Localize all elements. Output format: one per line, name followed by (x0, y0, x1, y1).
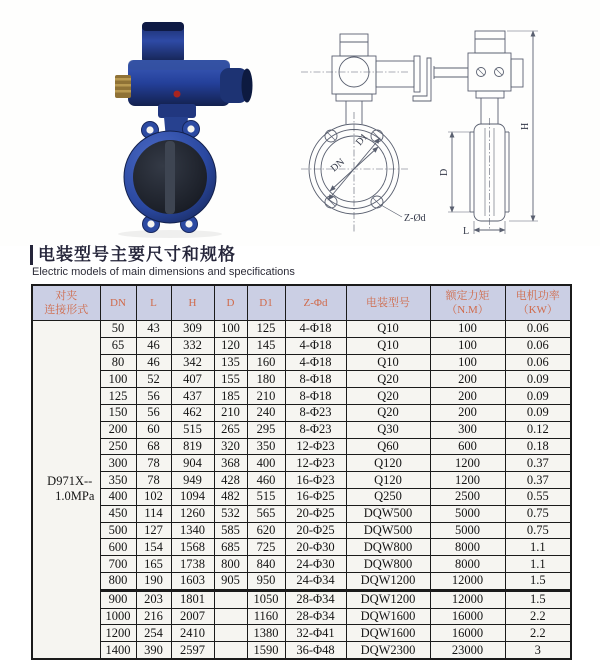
col-header-connection: 对夹 连接形式 (32, 285, 100, 321)
spec-cell: 203 (136, 590, 171, 608)
spec-cell: 254 (136, 625, 171, 642)
spec-cell: 16-Φ25 (285, 488, 346, 505)
spec-cell: 216 (136, 608, 171, 625)
table-row (32, 642, 571, 659)
col-header-motor-power: 电机功率 （KW） (505, 285, 571, 321)
spec-cell: Q10 (346, 354, 430, 371)
spec-cell: 1.1 (505, 539, 571, 556)
col-header-l: L (136, 285, 171, 321)
spec-cell: 0.18 (505, 438, 571, 455)
table-row (32, 522, 571, 539)
bolt-hole (185, 220, 192, 227)
spec-cell: 135 (214, 354, 247, 371)
spec-cell: 1400 (100, 642, 136, 659)
spec-cell: 165 (136, 556, 171, 573)
l-label: L (463, 226, 470, 237)
spec-cell: 905 (214, 572, 247, 590)
spec-cell: 840 (247, 556, 285, 573)
spec-cell: 565 (247, 505, 285, 522)
spec-cell: 210 (214, 404, 247, 421)
spec-cell: DQW2300 (346, 642, 430, 659)
spec-cell: 1603 (171, 572, 214, 590)
spec-cell: 1738 (171, 556, 214, 573)
spec-cell: 8-Φ18 (285, 371, 346, 388)
spec-cell: Q120 (346, 472, 430, 489)
spec-cell: 155 (214, 371, 247, 388)
spec-cell: 5000 (430, 522, 505, 539)
title-block (30, 245, 295, 278)
spec-cell: 8000 (430, 556, 505, 573)
spec-cell: 65 (100, 337, 136, 354)
table-row (32, 371, 571, 388)
spec-cell: 0.55 (505, 488, 571, 505)
table-row (32, 321, 571, 338)
motor-end-cap (242, 69, 253, 103)
spec-cell: 725 (247, 539, 285, 556)
spec-cell: 800 (100, 572, 136, 590)
spec-cell: 368 (214, 455, 247, 472)
spec-cell: 1200 (100, 625, 136, 642)
table-row (32, 337, 571, 354)
spec-cell: 450 (100, 505, 136, 522)
table-row (32, 472, 571, 489)
spec-cell: 2.2 (505, 625, 571, 642)
spec-cell: 350 (100, 472, 136, 489)
actuator-highlight (128, 60, 230, 70)
spec-cell: 700 (100, 556, 136, 573)
spec-cell: 1200 (430, 472, 505, 489)
spec-cell: 16000 (430, 625, 505, 642)
mount-bracket (413, 58, 431, 101)
table-row (32, 455, 571, 472)
spec-cell: 185 (214, 388, 247, 405)
spec-cell: 12-Φ23 (285, 455, 346, 472)
spec-cell: 20-Φ25 (285, 505, 346, 522)
header-row (32, 285, 571, 321)
spec-cell: 240 (247, 404, 285, 421)
spec-cell (214, 642, 247, 659)
product-image-strip (0, 0, 600, 246)
bolt-leader-line (381, 205, 402, 217)
spec-cell: 100 (214, 321, 247, 338)
spec-cell: 12000 (430, 590, 505, 608)
spec-cell: 100 (430, 354, 505, 371)
front-view-actuator (301, 34, 431, 124)
spec-cell: 78 (136, 472, 171, 489)
spec-cell: 1340 (171, 522, 214, 539)
dn-label: DN (328, 156, 348, 175)
spec-cell: 145 (247, 337, 285, 354)
spec-cell: 515 (171, 421, 214, 438)
spec-cell: 515 (247, 488, 285, 505)
spec-table (31, 284, 572, 660)
spec-cell: Q20 (346, 388, 430, 405)
spec-cell: 400 (247, 455, 285, 472)
spec-cell: Q10 (346, 337, 430, 354)
bolt-hole (147, 220, 154, 227)
table-row (32, 505, 571, 522)
spec-cell: 46 (136, 354, 171, 371)
spec-cell: 0.09 (505, 371, 571, 388)
spec-cell: DQW800 (346, 539, 430, 556)
spec-cell: 4-Φ18 (285, 321, 346, 338)
spec-cell: Q250 (346, 488, 430, 505)
spec-cell: 2007 (171, 608, 214, 625)
spec-cell: Q20 (346, 371, 430, 388)
spec-cell: 0.09 (505, 388, 571, 405)
spec-cell: 1200 (430, 455, 505, 472)
spec-cell: 16-Φ23 (285, 472, 346, 489)
bolt-circle-label: Z-Ød (404, 213, 426, 224)
spec-cell: 407 (171, 371, 214, 388)
spec-cell: 819 (171, 438, 214, 455)
spec-cell: 0.75 (505, 505, 571, 522)
page-subtitle: Electric models of main dimensions and specifications (32, 265, 295, 278)
table-row (32, 488, 571, 505)
spec-cell: 3 (505, 642, 571, 659)
indicator-dot (174, 91, 181, 98)
spec-cell: 900 (100, 590, 136, 608)
spec-cell: 28-Φ34 (285, 590, 346, 608)
spec-cell: 102 (136, 488, 171, 505)
spec-cell: 8-Φ18 (285, 388, 346, 405)
spec-cell: Q30 (346, 421, 430, 438)
spec-cell: 60 (136, 421, 171, 438)
spec-cell: 400 (100, 488, 136, 505)
spec-cell: 2597 (171, 642, 214, 659)
spec-cell: 462 (171, 404, 214, 421)
spec-cell: Q10 (346, 321, 430, 338)
table-row (32, 404, 571, 421)
spec-cell: 0.06 (505, 337, 571, 354)
spec-cell: 428 (214, 472, 247, 489)
brass-ridge (115, 90, 131, 93)
d1-label: D1 (353, 131, 371, 148)
d-label: D (439, 168, 450, 176)
spec-cell: 250 (100, 438, 136, 455)
spec-cell: 950 (247, 572, 285, 590)
spec-cell: 100 (430, 337, 505, 354)
spec-cell: 23000 (430, 642, 505, 659)
spec-cell: 600 (100, 539, 136, 556)
spec-cell: 0.06 (505, 354, 571, 371)
spec-cell: 949 (171, 472, 214, 489)
spec-cell: 154 (136, 539, 171, 556)
spec-cell: 114 (136, 505, 171, 522)
spec-cell: 342 (171, 354, 214, 371)
spec-cell: DQW500 (346, 505, 430, 522)
spec-cell: 24-Φ30 (285, 556, 346, 573)
shadow (118, 230, 222, 238)
table-row (32, 421, 571, 438)
col-header-d1: D1 (247, 285, 285, 321)
spec-cell: 1801 (171, 590, 214, 608)
spec-cell: 350 (247, 438, 285, 455)
spec-cell: 300 (100, 455, 136, 472)
table-row (32, 608, 571, 625)
spec-cell: DQW1200 (346, 590, 430, 608)
spec-cell: 24-Φ34 (285, 572, 346, 590)
spec-cell: 8-Φ23 (285, 421, 346, 438)
col-header-h: H (171, 285, 214, 321)
spec-cell: 1094 (171, 488, 214, 505)
spec-cell: 2500 (430, 488, 505, 505)
spec-cell: DQW1600 (346, 608, 430, 625)
spec-cell: 16000 (430, 608, 505, 625)
spec-cell: 190 (136, 572, 171, 590)
spec-cell: 20-Φ25 (285, 522, 346, 539)
spec-cell: 390 (136, 642, 171, 659)
spec-cell: 120 (214, 337, 247, 354)
spec-cell: 200 (100, 421, 136, 438)
col-header-dn: DN (100, 285, 136, 321)
spec-cell: 52 (136, 371, 171, 388)
table-row (32, 572, 571, 590)
spec-cell: 36-Φ48 (285, 642, 346, 659)
spec-cell: 904 (171, 455, 214, 472)
spec-cell: 80 (100, 354, 136, 371)
spec-cell: 78 (136, 455, 171, 472)
valve-body (124, 121, 216, 233)
spec-cell: DQW1600 (346, 625, 430, 642)
spec-cell: 482 (214, 488, 247, 505)
spec-cell: 125 (100, 388, 136, 405)
spec-cell: 1590 (247, 642, 285, 659)
spec-cell: 4-Φ18 (285, 337, 346, 354)
spec-cell: 12-Φ23 (285, 438, 346, 455)
col-header-z-phi-d: Z-Φd (285, 285, 346, 321)
spec-cell: 56 (136, 388, 171, 405)
spec-cell: 800 (214, 556, 247, 573)
spec-cell: 150 (100, 404, 136, 421)
spec-cell: 100 (100, 371, 136, 388)
spec-cell: 1380 (247, 625, 285, 642)
spec-cell: 0.12 (505, 421, 571, 438)
spec-cell: 620 (247, 522, 285, 539)
spec-cell: 8-Φ23 (285, 404, 346, 421)
spec-cell: 210 (247, 388, 285, 405)
spec-cell: Q20 (346, 404, 430, 421)
page-title: 电装型号主要尺寸和规格 (30, 245, 295, 265)
spec-cell: 100 (430, 321, 505, 338)
spec-cell: 8000 (430, 539, 505, 556)
spec-cell: 1000 (100, 608, 136, 625)
spec-cell: 0.75 (505, 522, 571, 539)
spec-cell: 5000 (430, 505, 505, 522)
spec-cell: 1.5 (505, 572, 571, 590)
bolt-hole (187, 125, 194, 132)
spec-cell: 1050 (247, 590, 285, 608)
spec-cell: Q60 (346, 438, 430, 455)
spec-cell: 332 (171, 337, 214, 354)
spec-cell: 1260 (171, 505, 214, 522)
spec-cell: 265 (214, 421, 247, 438)
spec-cell (214, 590, 247, 608)
front-view-body (301, 112, 426, 232)
spec-cell: 0.06 (505, 321, 571, 338)
spec-cell (214, 608, 247, 625)
table-row (32, 556, 571, 573)
table-row (32, 539, 571, 556)
table-row (32, 625, 571, 642)
valve-photo (88, 4, 273, 240)
spec-cell: 500 (100, 522, 136, 539)
spec-cell: 127 (136, 522, 171, 539)
spec-cell: 0.37 (505, 455, 571, 472)
spec-cell: 300 (430, 421, 505, 438)
table-row (32, 438, 571, 455)
spec-cell: 1160 (247, 608, 285, 625)
spec-cell: 460 (247, 472, 285, 489)
spec-cell: 437 (171, 388, 214, 405)
col-header-actuator-model: 电装型号 (346, 285, 430, 321)
spec-cell: 56 (136, 404, 171, 421)
spec-cell: 2410 (171, 625, 214, 642)
spec-cell: 20-Φ30 (285, 539, 346, 556)
spec-cell: 46 (136, 337, 171, 354)
brass-ridge (115, 78, 131, 81)
spec-cell: 1568 (171, 539, 214, 556)
side-view (434, 31, 538, 237)
spec-cell: 43 (136, 321, 171, 338)
spec-cell: DQW1200 (346, 572, 430, 590)
bolt-hole (146, 126, 153, 133)
spec-cell: 1.5 (505, 590, 571, 608)
spec-cell: 309 (171, 321, 214, 338)
spec-cell: 200 (430, 404, 505, 421)
spec-cell (214, 625, 247, 642)
spec-cell: 600 (430, 438, 505, 455)
spec-cell: 4-Φ18 (285, 354, 346, 371)
spec-cell: 28-Φ34 (285, 608, 346, 625)
spec-cell: 68 (136, 438, 171, 455)
spec-cell: 2.2 (505, 608, 571, 625)
h-label: H (520, 122, 531, 130)
spec-cell: 585 (214, 522, 247, 539)
table-row (32, 388, 571, 405)
brass-ridge (115, 84, 131, 87)
spec-cell: 50 (100, 321, 136, 338)
spec-cell: 1.1 (505, 556, 571, 573)
spec-cell: Q120 (346, 455, 430, 472)
spec-cell: 200 (430, 388, 505, 405)
mount-block (158, 104, 196, 118)
spec-cell: DQW500 (346, 522, 430, 539)
spec-cell: 160 (247, 354, 285, 371)
spec-cell: 295 (247, 421, 285, 438)
col-header-rated-torque: 额定力矩 （N.M） (430, 285, 505, 321)
spec-cell: 180 (247, 371, 285, 388)
table-row (32, 354, 571, 371)
table-row (32, 590, 571, 608)
dimension-drawing (298, 6, 570, 240)
spec-cell: 12000 (430, 572, 505, 590)
col-header-d: D (214, 285, 247, 321)
spec-cell: 685 (214, 539, 247, 556)
spec-cell: 125 (247, 321, 285, 338)
spec-cell: DQW800 (346, 556, 430, 573)
spec-cell: 0.37 (505, 472, 571, 489)
spec-cell: 32-Φ41 (285, 625, 346, 642)
disc-stem-strip (165, 141, 175, 214)
spec-cell: 532 (214, 505, 247, 522)
spec-cell: 320 (214, 438, 247, 455)
series-label-cell: D971X-- 1.0MPa (32, 321, 100, 659)
spec-cell: 200 (430, 371, 505, 388)
actuator-cap-top (142, 22, 184, 31)
spec-cell: 0.09 (505, 404, 571, 421)
